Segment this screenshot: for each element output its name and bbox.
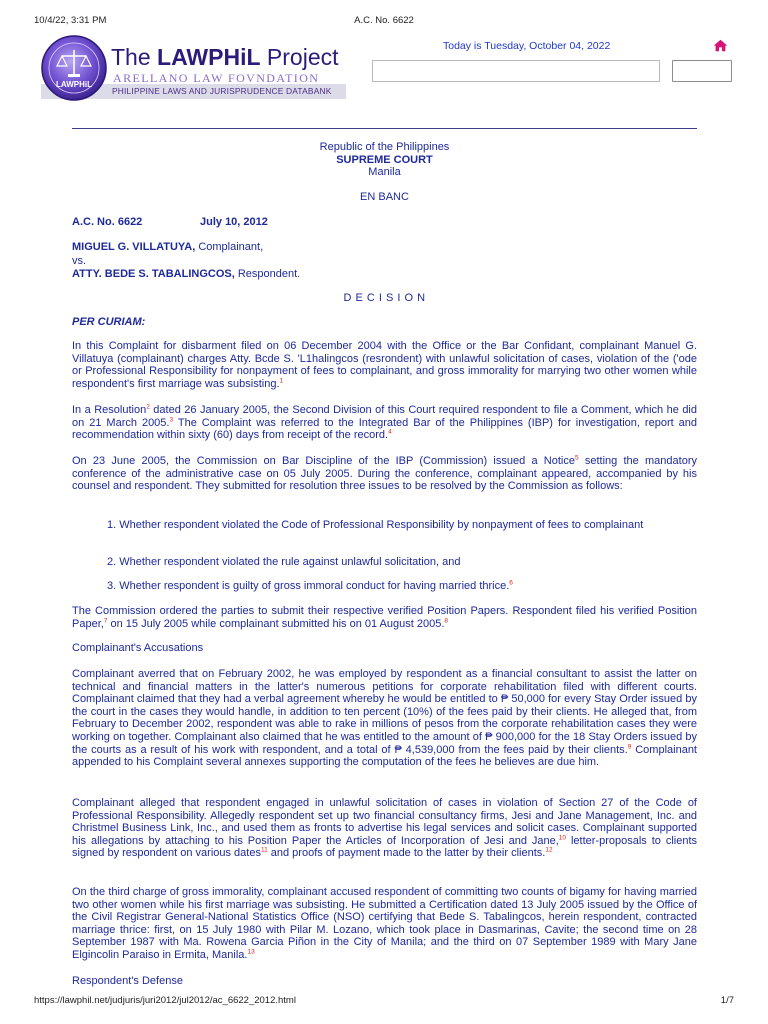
banner-brand: LAWPHiL [157,44,261,70]
per-curiam: PER CURIAM: [72,316,146,328]
paragraph-2: In a Resolution$^2$ dated 26 January 2005, the Second Division of this Court required respondent to file a Comment, which he did on 21 March 2005.$^3$ The Complaint was referred to the Integrated Bar of the Philippines (IBP) for investigation, report and recommendation within sixty (60) days from receipt of the record.$^4$ [72,403,697,442]
footnote-link[interactable]: 13 [247,948,255,956]
print-page-title: A.C. No. 6622 [354,15,414,26]
footnote-link[interactable]: 10 [558,834,567,842]
decision-heading: D E C I S I O N [343,292,426,304]
today-date: Today is Tuesday, October 04, 2022 [443,40,611,52]
versus: vs. [72,254,87,267]
republic-line: Republic of the Philippines [319,141,450,153]
paragraph-7: On the third charge of gross immorality, complainant accused respondent of committing two counts of bigamy for having married two other women while his first marriage was subsisting. He submitted a Certification dated 13 July 2005 issued by the Office of the Civil Registrar General-National Statistics Office (NSO) certifying that Bede S. Tabalingcos, herein respondent, contracted marriage thrice: first, on 15 July 1980 with Pilar M. Lozano, which took place in Dasmarinas, Cavite; the second time on 28 September 1987 with Ma. Rowena Garcia Piñon in the City of Manila; and the third on 07 September 1989 with Mary Jane Elgincolin Paraiso in Ermita, Manila.$^{13}$ [72,886,697,961]
search-button[interactable] [672,60,732,82]
issue-1: 1. Whether respondent violated the Code of Professional Responsibility by nonpayment of fees to complainant [107,519,644,531]
issue-2: 2. Whether respondent violated the rule against unlawful solicitation, and [107,556,461,568]
footnote-link[interactable]: 7 [103,616,108,624]
case-number-line [72,216,697,229]
paragraph-1: In this Complaint for disbarment filed on 06 December 2004 with the Office or the Bar Confidant, complainant Manuel G. Villatuya (complainant) charges Atty. Bcde S. 'L1halingcos (resrondent) with unlawful solicitation of cases, violation of the ('ode or Professional Responsibility for nonpayment of fees to complainant, and gross immorality for marrying two other women while respondent's first marriage was subsisting.$^1$ [72,340,697,390]
footnote-link[interactable]: 3 [169,415,174,423]
home-icon[interactable] [713,39,728,52]
header-divider [72,128,697,129]
division-label: EN BANC [360,191,409,203]
court-name: SUPREME COURT [336,153,433,166]
print-url: https://lawphil.net/judjuris/juri2012/jul2012/ac_6622_2012.html [34,995,296,1006]
print-page-number: 1/7 [720,995,734,1006]
print-timestamp: 10/4/22, 3:31 PM [34,15,107,26]
court-heading [72,141,697,179]
banner-subtitle: ARELLANO LAW FOVNDATION [113,71,320,85]
footnote-link[interactable]: 8 [444,616,449,624]
court-city: Manila [368,166,401,178]
footnote-link[interactable]: 4 [388,428,392,436]
section-heading-accusations: Complainant's Accusations [72,642,204,654]
print-footer [34,995,734,1006]
paragraph-6: Complainant alleged that respondent engaged in unlawful solicitation of cases in violation of Section 27 of the Code of Professional Responsibility. Allegedly respondent set up two financial consultancy firms, Jesi and Jane Management, Inc. and Christmel Business Link, Inc., and used them as fronts to advertise his legal services and solicit cases. Complainant supported his allegations by attaching to his Position Paper the Articles of Incorporation of Jesi and Jane,$^{10}$ letter-proposals to clients signed by respondent on various dates$^{11}$ and proofs of payment made to the latter by their clients.$^{12}$ [72,797,698,860]
print-header [34,15,734,29]
issue-3: 3. Whether respondent is guilty of gross immoral conduct for having married thrice.$^6$ [107,579,513,592]
footnote-link[interactable]: 2 [146,403,150,411]
lawphil-seal-logo [40,34,108,102]
paragraph-3: On 23 June 2005, the Commission on Bar Discipline of the IBP (Commission) issued a Notice$^5$ setting the mandatory conference of the administrative case on 05 July 2005. During the conference, complainant appeared, accompanied by his counsel and respondent. They submitted for resolution three issues to be resolved by the Commission as follows: [72,454,697,493]
case-number: A.C. No. 6622 [72,216,143,228]
footnote-link[interactable]: 1 [279,377,284,385]
svg-text:LAWPHiL: LAWPHiL [56,80,92,89]
case-date: July 10, 2012 [200,216,268,228]
search-input[interactable] [372,60,660,82]
section-heading-defense: Respondent's Defense [72,975,183,987]
footnote-link[interactable]: 11 [260,846,268,854]
respondent-name: ATTY. BEDE S. TABALINGCOS, [72,268,235,281]
footnote-link[interactable]: 5 [574,454,579,462]
footnote-link[interactable]: 6 [509,579,513,587]
paragraph-4: The Commission ordered the parties to submit their respective verified Position Papers. Respondent filed his verified Position Paper,$^7$ on 15 July 2005 while complainant submitted his on 01 August 2005.$^8$ [72,605,697,630]
banner-strip-text: PHILIPPINE LAWS AND JURISPRUDENCE DATABANK [112,86,332,96]
case-parties: MIGUEL G. VILLATUYA, Complainant, vs. ATTY. BEDE S. TABALINGCOS, Respondent. [72,241,697,281]
footnote-link[interactable]: 12 [545,846,553,854]
footnote-link[interactable]: 9 [627,742,632,750]
lawphil-banner[interactable] [38,34,348,104]
complainant-name: MIGUEL G. VILLATUYA, [72,241,196,253]
banner-title: The LAWPHiL Project [111,44,339,70]
paragraph-5: Complainant averred that on February 2002, he was employed by respondent as a financial consultant to assist the latter on technical and financial matters in the latter's numerous petitions for corporate rehabilitation filed with different courts. Complainant claimed that they had a verbal agreement whereby he would be entitled to ₱ 50,000 for every Stay Order issued by the court in the cases they would handle, in addition to ten percent (10%) of the fees paid by their clients. He alleged that, from February to December 2002, respondent was able to rake in millions of pesos from the corporate rehabilitation cases they were working on together. Complainant also claimed that he was entitled to the amount of ₱ 900,000 for the 18 Stay Orders issued by the courts as a result of his work with respondent, and a total of ₱ 4,539,000 from the fees paid by their clients.$^9$ Complainant appended to his Complaint several annexes supporting the computation of the fees he believes are due him. [72,668,697,769]
